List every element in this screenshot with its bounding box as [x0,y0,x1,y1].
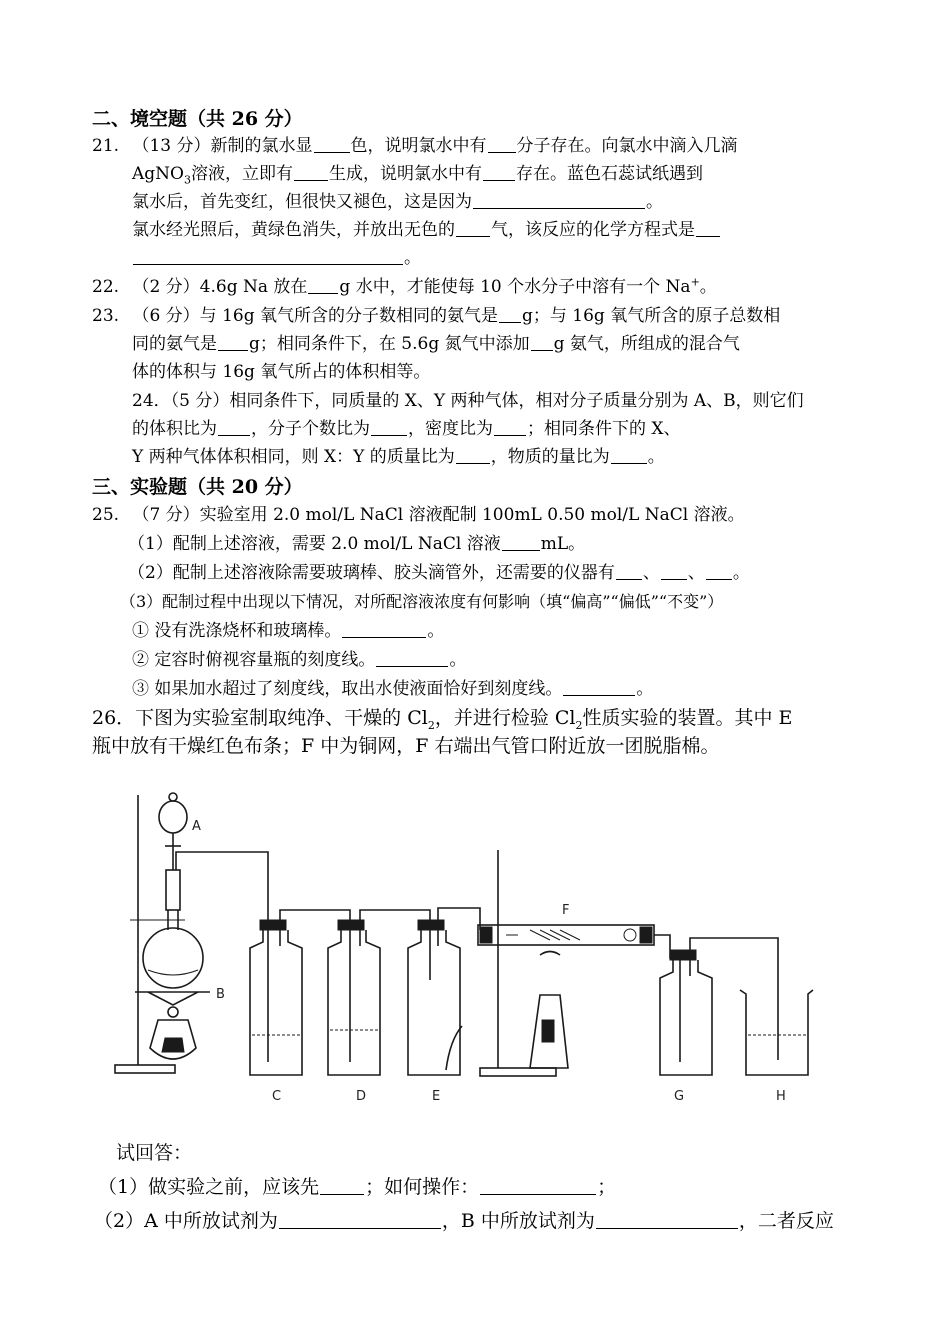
equation-blank[interactable] [133,248,403,265]
label-b: B [216,987,225,1002]
section-2-heading: 二、境空题（共 26 分） [92,108,303,130]
blank[interactable] [294,164,328,181]
blank[interactable] [502,534,540,551]
blank[interactable] [696,220,720,237]
section-3-heading: 三、实验题（共 20 分） [92,476,303,498]
blank[interactable] [218,334,248,351]
blank[interactable] [488,136,516,153]
q21-line1: 21. （13 分）新制的氯水显 色，说明氯水中有 分子存在。向氯水中滴入几滴 [92,136,738,156]
q26-line2: 瓶中放有干燥红色布条；F 中为铜网，F 右端出气管口附近放一团脱脂棉。 [92,735,720,757]
q23-line1: 23. （6 分）与 16g 氧气所含的分子数相同的氨气是 g；与 16g 氧气所含的原子总数相 [92,306,781,326]
blank[interactable] [611,447,647,464]
funnel-a [159,801,187,833]
q21-number: 21. [92,136,120,156]
q23-line2: 同的氨气是 g；相同条件下，在 5.6g 氮气中添加 g 氨气，所组成的混合气 [132,334,740,354]
flask-b [143,928,203,988]
label-g: G [674,1089,685,1104]
blank[interactable] [308,277,338,294]
label-c: C [272,1089,282,1104]
q21-line5: 。 [132,247,421,269]
q25-item2: ② 定容时俯视容量瓶的刻度线。 。 [132,650,467,670]
blank[interactable] [494,419,526,436]
answer-part2: （2）A 中所放试剂为 ，B 中所放试剂为 ，二者反应 [94,1210,834,1232]
q21-line2: AgNO$_3$溶液，立即有 生成，说明氯水中有 存在。蓝色石蕊试纸遇到 [132,164,703,187]
bottle-d [328,930,380,1075]
q23-line3: 体的体积与 16g 氧气所占的体积相等。 [132,362,431,382]
beaker-h [740,990,813,1075]
q21-line4: 氯水经光照后，黄绿色消失，并放出无色的 气，该反应的化学方程式是 [132,219,721,241]
label-h: H [776,1089,786,1104]
q25-item3: ③ 如果加水超过了刻度线，取出水使液面恰好到刻度线。 。 [132,679,654,699]
blank[interactable] [314,136,350,153]
bottle-e [408,930,460,1075]
q21-line3: 氯水后，首先变红，但很快又褪色，这是因为 。 [132,192,663,212]
label-d: D [356,1089,367,1104]
blank[interactable] [218,419,250,436]
answer-part1: （1）做实验之前，应该先 ；如何操作： ； [98,1176,617,1198]
blank[interactable] [279,1212,441,1229]
answer-intro: 试回答： [116,1142,193,1164]
blank[interactable] [473,192,645,209]
q24-line2: 的体积比为 ，分子个数比为 ，密度比为 ；相同条件下的 X、 [132,419,681,439]
q25-part2: （2）配制上述溶液除需要玻璃棒、胶头滴管外，还需要的仪器有 、 、 。 [128,563,750,583]
bottle-g [660,960,712,1075]
blank[interactable] [480,1178,596,1195]
apparatus-diagram [110,780,830,1120]
blank[interactable] [456,447,490,464]
cotton [624,929,636,941]
copper-mesh [530,930,580,940]
blank[interactable] [320,1178,364,1195]
blank[interactable] [563,679,635,696]
q25-line1: 25. （7 分）实验室用 2.0 mol/L NaCl 溶液配制 100mL 0.50 mol/L NaCl 溶液。 [92,505,745,525]
tube-f [478,925,654,945]
blank[interactable] [531,334,553,351]
q25-item1: ① 没有洗涤烧杯和玻璃棒。 。 [132,621,445,641]
tube-a-c [176,852,268,920]
label-f: F [562,903,570,918]
stand-base [115,1065,175,1073]
q24-line1: 24．（5 分）相同条件下，同质量的 X、Y 两种气体，相对分子质量分别为 A、B，则它们 [132,391,804,411]
blank[interactable] [616,563,642,580]
blank[interactable] [706,563,732,580]
q25-part1: （1）配制上述溶液，需要 2.0 mol/L NaCl 溶液 mL。 [128,534,586,554]
label-e: E [432,1089,441,1104]
label-a: A [192,819,201,834]
blank[interactable] [661,563,687,580]
blank[interactable] [596,1212,738,1229]
q22: 22. （2 分）4.6g Na 放在 g 水中，才能使每 10 个水分子中溶有一个 Na+。 [92,275,717,297]
q25-part3: （3）配制过程中出现以下情况，对所配溶液浓度有何影响（填“偏高”“偏低”“不变”） [120,592,724,611]
blank[interactable] [456,220,490,237]
q26-line1: 26．下图为实验室制取纯净、干燥的 $Cl_2$，并进行检验 $Cl_2$性质实验的装置。其中 E [92,707,793,732]
blank[interactable] [371,419,407,436]
blank[interactable] [376,650,448,667]
blank[interactable] [483,164,515,181]
tube-g-h [690,938,778,1060]
bottle-c [250,930,302,1075]
q24-line3: Y 两种气体体积相同，则 X：Y 的质量比为 ，物质的量比为 。 [132,447,665,467]
blank[interactable] [499,306,521,323]
blank[interactable] [342,621,426,638]
